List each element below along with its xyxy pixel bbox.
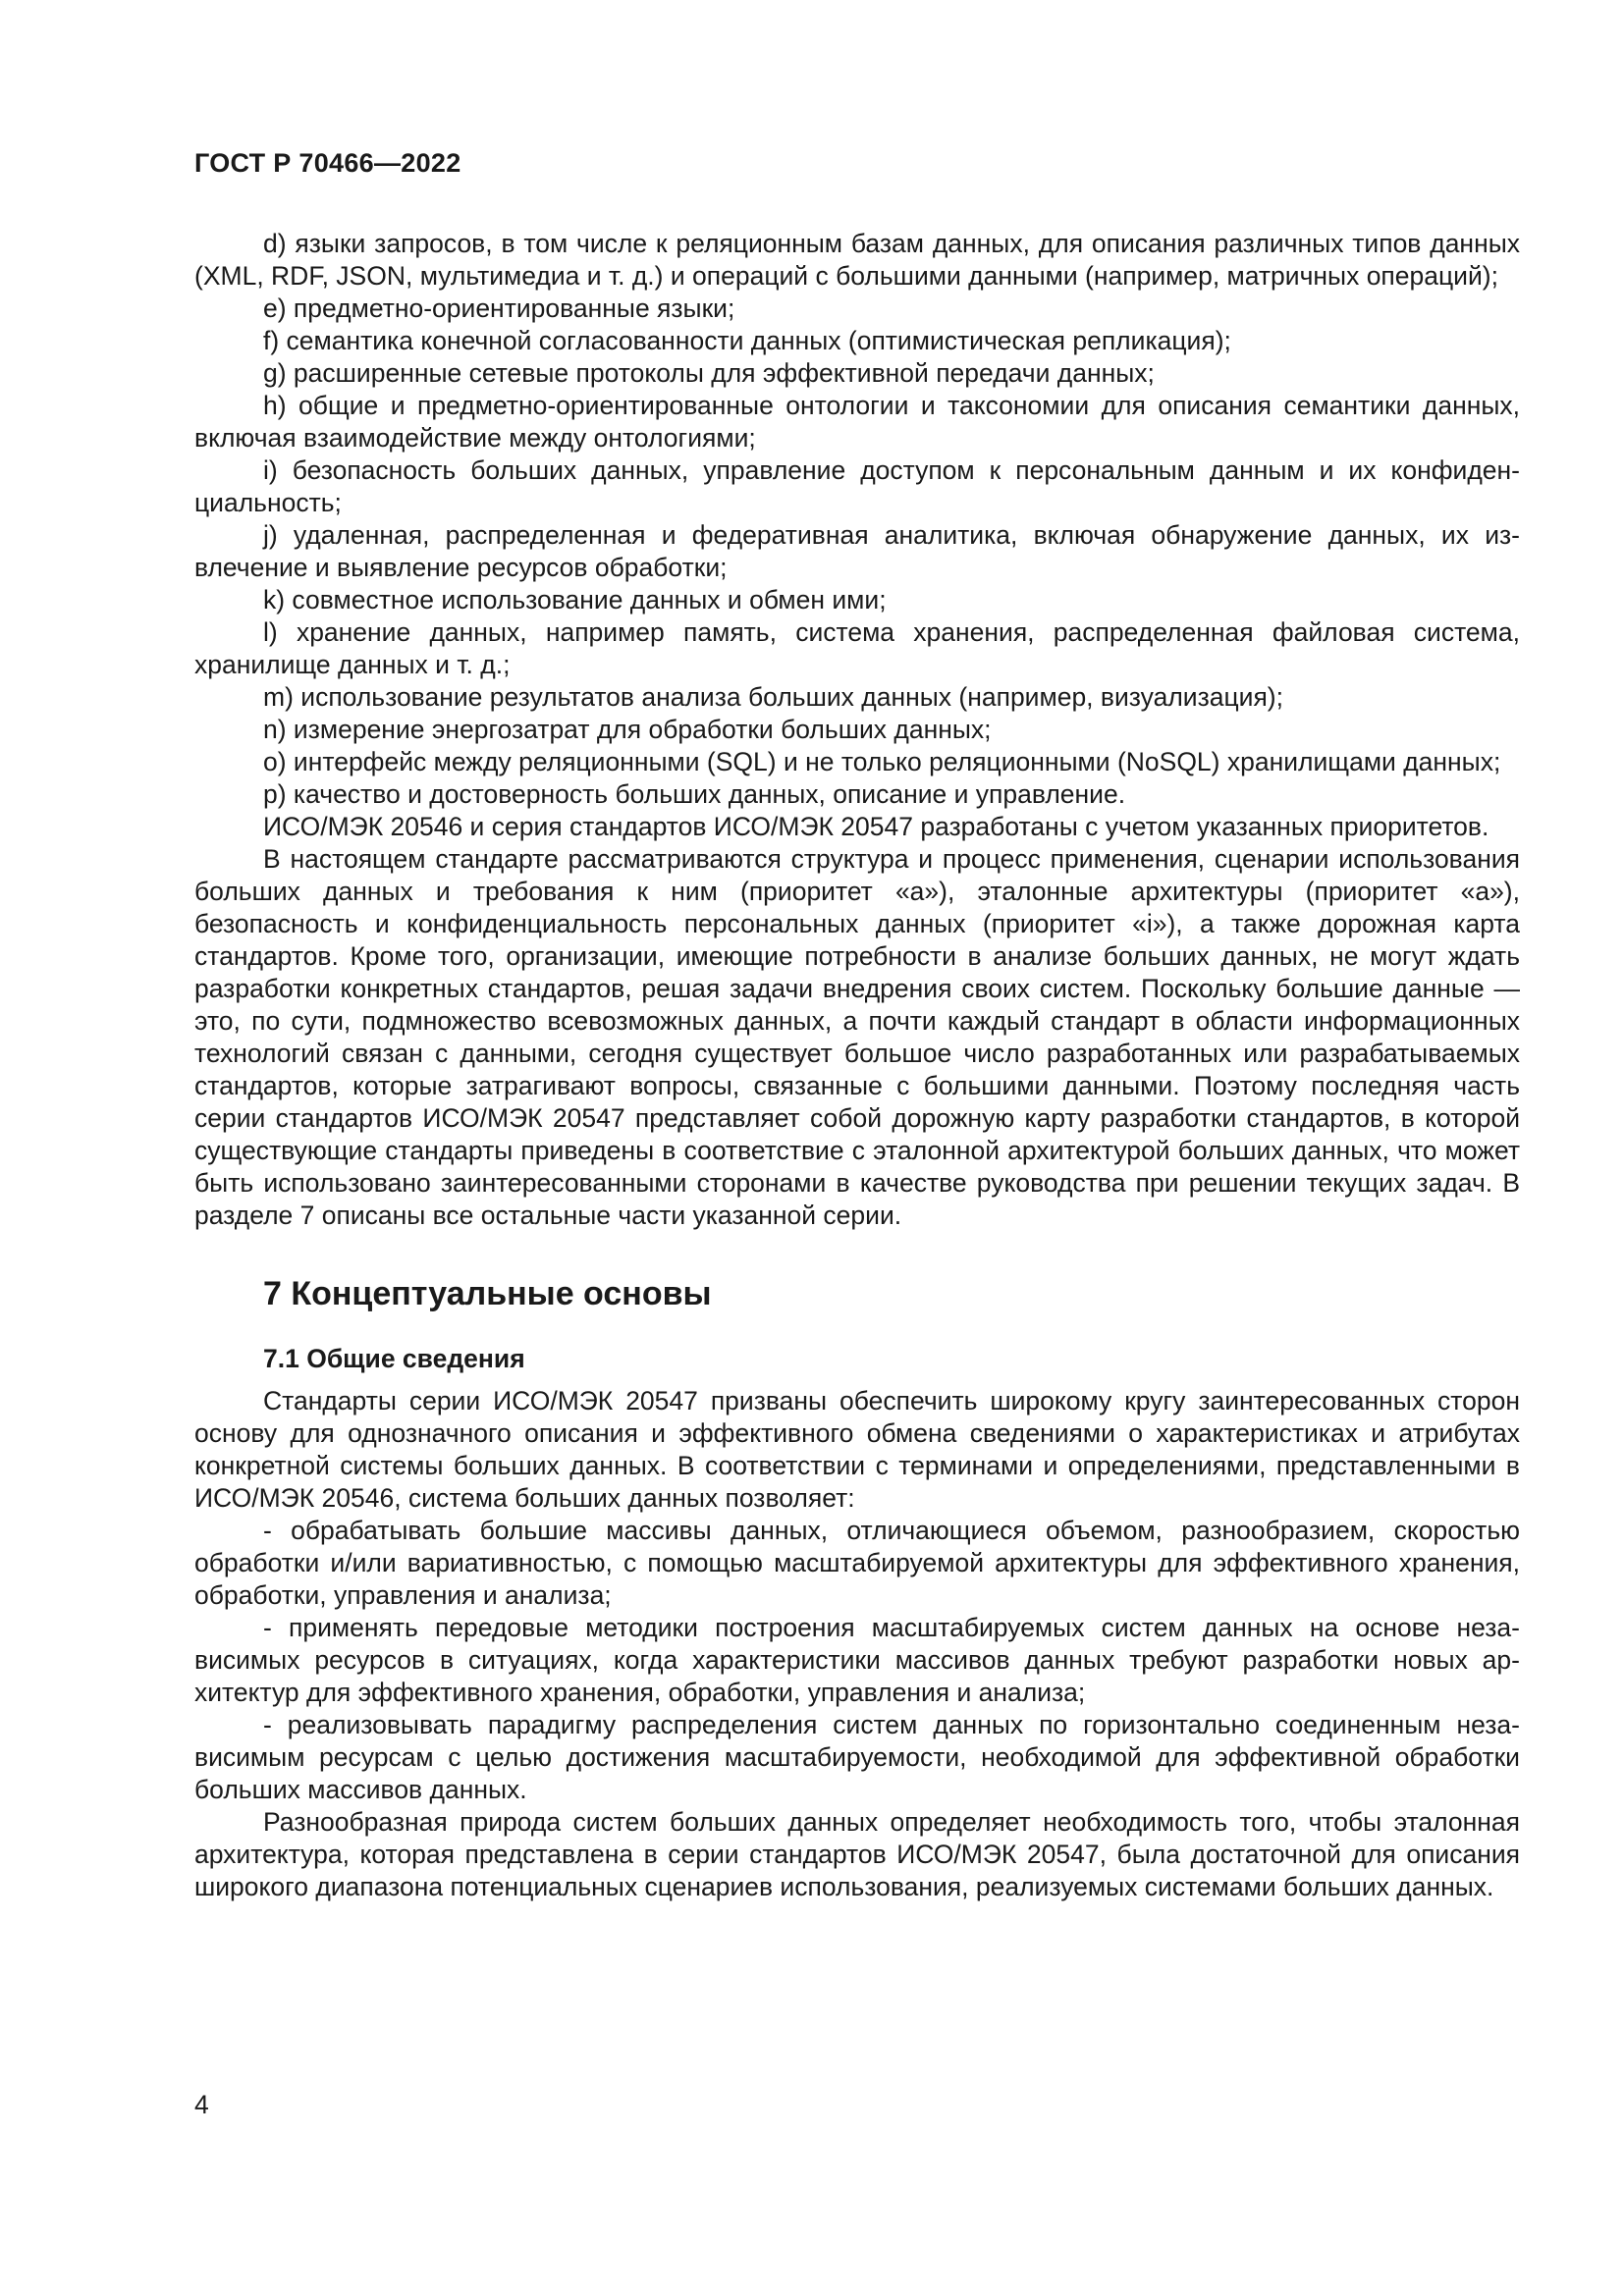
section-title: 7 Концептуальные основы (263, 1275, 712, 1312)
document-header: ГОСТ Р 70466—2022 (194, 148, 461, 178)
bullet-item: - реализовывать парадигму распределения систем данных по горизонтально соединенным независимым ресурсам с целью достижения масштабируемости, необходимой для эффективной обработки больших массивов данных. (194, 1710, 1520, 1804)
page-content (194, 228, 1520, 1903)
bullet-item: - обрабатывать большие массивы данных, отличающиеся объемом, разнообразием, скоростью обработки и/или вариативностью, с помощью масштабируемой архитектуры для эффективного хранения, обработки, управления и анализа; (194, 1516, 1520, 1610)
page-number: 4 (194, 2090, 209, 2119)
list-item-j: j) удаленная, распределенная и федеративная аналитика, включая обнаружение данных, их извлечение и выявление ресурсов обработки; (194, 520, 1520, 582)
paragraph-last: Разнообразная природа систем больших данных определяет необходимость того, чтобы эталонная архитектура, которая представлена в серии стандартов ИСО/МЭК 20547, была достаточной для описания широкого диапазона потенциальных сценариев использования, реализуемых системами больших данных. (194, 1807, 1520, 1901)
paragraph-scope: В настоящем стандарте рассматриваются структура и процесс применения, сценарии использования больших данных и требования к ним (приоритет «а»), эталонные архитектуры (приоритет «а»), безопасность и конфиденциальность персональных данных (приоритет «i»), а также дорожная карта стандартов. Кроме того, организации, имеющие потребности в анализе больших данных, не могут ждать разработки конкретных стандартов, решая задачи внедрения своих систем. Поскольку большие данные — это, по сути, подмножество всевозможных данных, а почти каждый стандарт в области информационных технологий связан с данными, сегодня существует большое число разработанных или разрабатываемых стандартов, которые затрагивают вопросы, связанные с большими данными. Поэтому последняя часть серии стандартов ИСО/МЭК 20547 представляет собой дорожную карту разработки стандартов, в которой существующие стандарты приведены в соответствие с эталонной архитектурой больших данных, что может быть использовано заинтересованными сторонами в качестве руководства при решении текущих задач. В разделе 7 описаны все остальные части указанной серии. (194, 844, 1520, 1230)
list-item-h: h) общие и предметно-ориентированные онтологии и таксономии для описания семантики данных, включая взаимодействие между онтологиями; (194, 391, 1520, 453)
list-item-n: n) измерение энергозатрат для обработки больших данных; (263, 715, 992, 744)
list-item-d: d) языки запросов, в том числе к реляционным базам данных, для описания различных типов данных (XML, RDF, JSON, мультимедиа и т. д.) и операций с большими данными (например, матричных операций); (194, 229, 1520, 291)
list-item-i: i) безопасность больших данных, управление доступом к персональным данным и их конфиденциальность; (194, 455, 1520, 517)
list-item-f: f) семантика конечной согласованности данных (оптимистическая репликация); (263, 326, 1231, 355)
list-item-p: р) качество и достоверность больших данных, описание и управление. (263, 779, 1126, 809)
list-item-k: k) совместное использование данных и обмен ими; (263, 585, 887, 614)
list-item-l: l) хранение данных, например память, система хранения, распределенная файловая система, хранилище данных и т. д.; (194, 617, 1520, 679)
list-item-m: m) использование результатов анализа больших данных (например, визуализация); (263, 682, 1283, 712)
list-item-e: е) предметно-ориентированные языки; (263, 294, 735, 323)
paragraph-intro: Стандарты серии ИСО/МЭК 20547 призваны обеспечить широкому кругу заинтересованных сторон основу для однозначного описания и эффективного обмена сведениями о характеристиках и атрибутах конкретной системы больших данных. В соответствии с терминами и определениями, представленными в ИСО/МЭК 20546, система больших данных позволяет: (194, 1386, 1520, 1513)
list-item-o: о) интерфейс между реляционными (SQL) и не только реляционными (NoSQL) хранилищами данных; (263, 747, 1501, 776)
list-item-g: g) расширенные сетевые протоколы для эффективной передачи данных; (263, 358, 1155, 388)
bullet-item: - применять передовые методики построения масштабируемых систем данных на основе независимых ресурсов в ситуациях, когда характеристики массивов данных требуют разработки новых архитектур для эффективного хранения, обработки, управления и анализа; (194, 1613, 1520, 1707)
subsection-title: 7.1 Общие сведения (263, 1344, 525, 1373)
paragraph-iso: ИСО/МЭК 20546 и серия стандартов ИСО/МЭК 20547 разработаны с учетом указанных приоритетов. (263, 812, 1489, 841)
